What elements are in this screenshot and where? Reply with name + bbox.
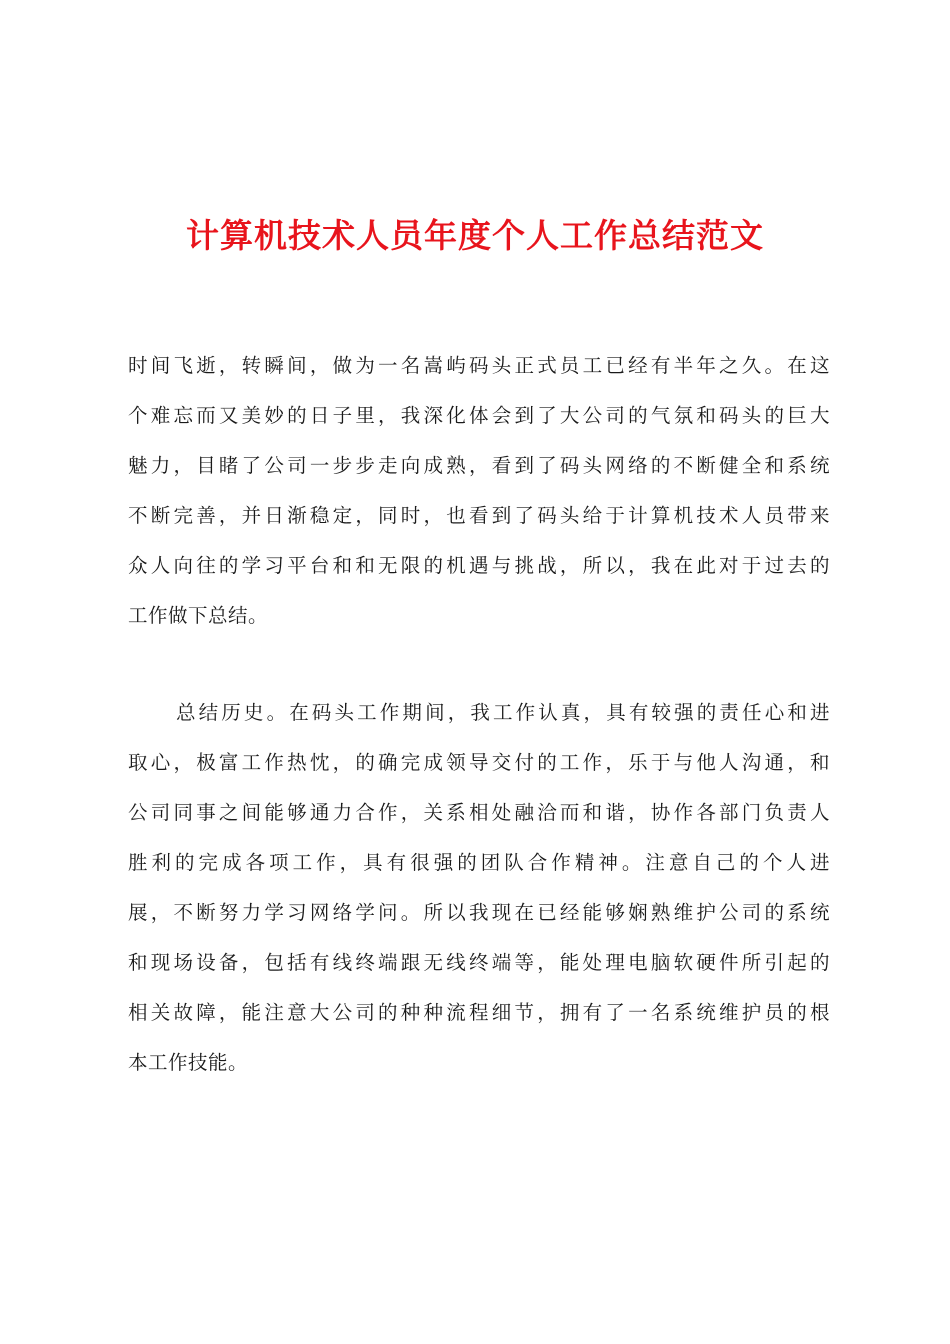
paragraph-line: 公司同事之间能够通力合作，关系相处融洽而和谐，协作各部门负责人 <box>128 801 830 824</box>
paragraph-line: 不断完善，并日渐稳定，同时，也看到了码头给于计算机技术人员带来 <box>128 504 830 527</box>
document-title: 计算机技术人员年度个人工作总结范文 <box>186 216 764 255</box>
paragraph-line: 胜利的完成各项工作，具有很强的团队合作精神。注意自己的个人进 <box>128 851 830 874</box>
paragraph-line: 本工作技能。 <box>128 1051 249 1074</box>
paragraph-line: 时间飞逝，转瞬间，做为一名嵩屿码头正式员工已经有半年之久。在这 <box>128 354 830 377</box>
paragraph-line: 总结历史。在码头工作期间，我工作认真，具有较强的责任心和进 <box>176 701 830 724</box>
paragraph-line: 和现场设备，包括有线终端跟无线终端等，能处理电脑软硬件所引起的 <box>128 951 830 974</box>
paragraph-line: 取心，极富工作热忱，的确完成领导交付的工作，乐于与他人沟通，和 <box>128 751 830 774</box>
paragraph-line: 展，不断努力学习网络学问。所以我现在已经能够娴熟维护公司的系统 <box>128 901 830 924</box>
paragraph-line: 个难忘而又美妙的日子里，我深化体会到了大公司的气氛和码头的巨大 <box>128 404 830 427</box>
paragraph-summary <box>128 688 830 1088</box>
paragraph-line: 相关故障，能注意大公司的种种流程细节，拥有了一名系统维护员的根 <box>128 1001 830 1024</box>
paragraph-line: 魅力，目睹了公司一步步走向成熟，看到了码头网络的不断健全和系统 <box>128 454 830 477</box>
paragraph-intro <box>128 341 830 641</box>
paragraph-line: 众人向往的学习平台和和无限的机遇与挑战，所以，我在此对于过去的 <box>128 554 830 577</box>
paragraph-line: 工作做下总结。 <box>128 604 269 627</box>
